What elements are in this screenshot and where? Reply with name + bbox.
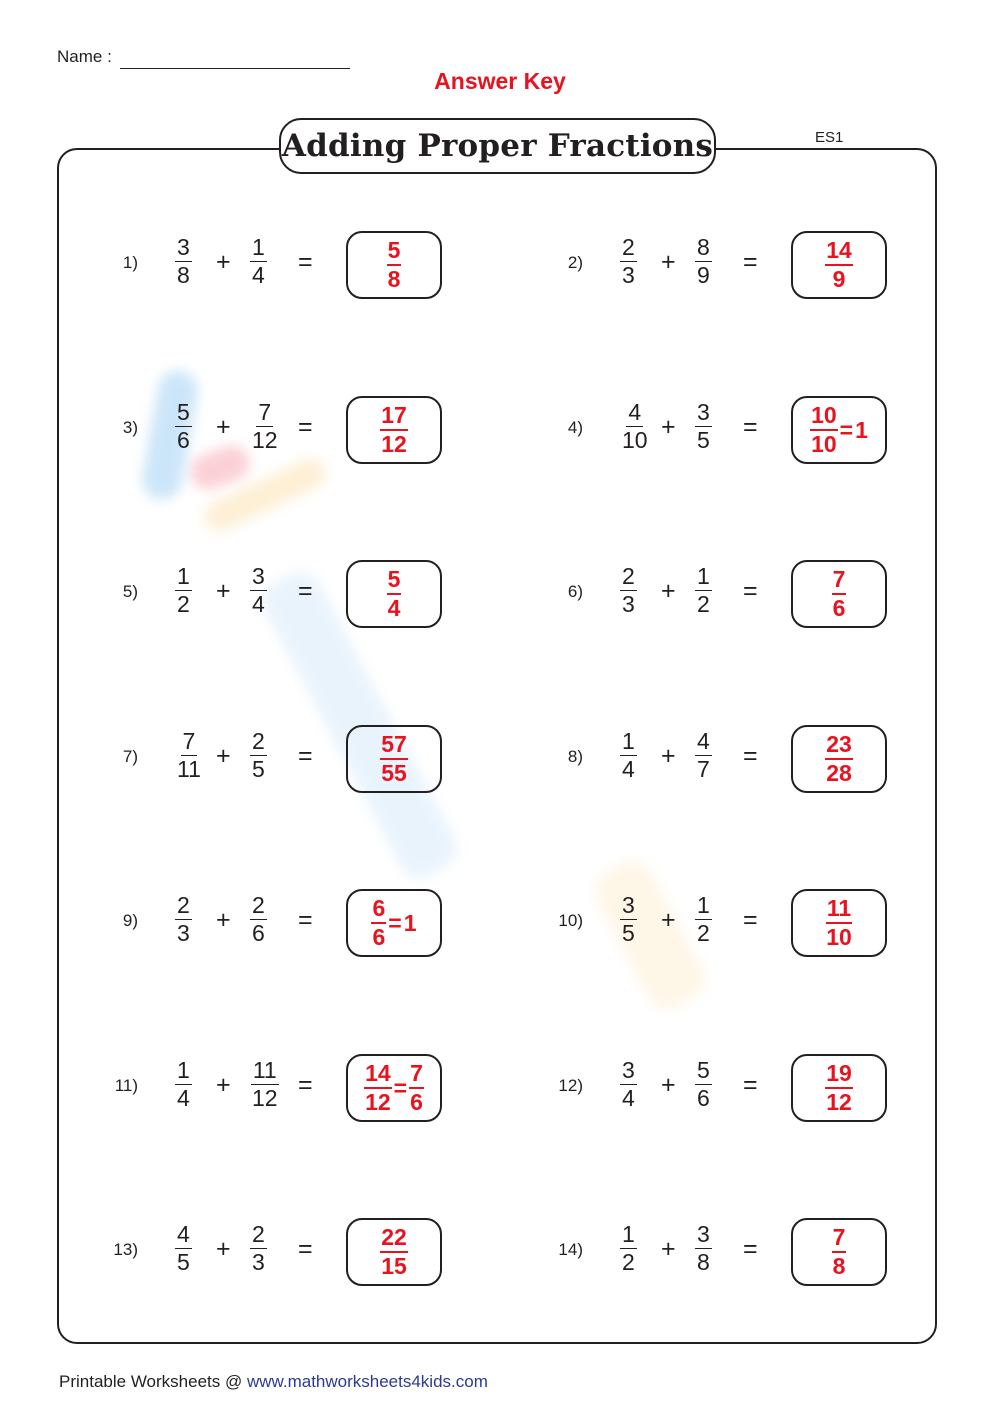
answer-fraction <box>832 566 847 622</box>
addend-b <box>250 234 267 289</box>
problem-number: 5) <box>122 582 138 601</box>
addend-a-denominator: 4 <box>622 1085 635 1111</box>
problem-number: 6) <box>567 582 583 601</box>
answer-numerator: 6 <box>371 895 386 924</box>
answer-denominator: 8 <box>832 1253 846 1279</box>
answer-box[interactable] <box>791 889 887 957</box>
problem-5 <box>98 560 438 630</box>
equals-sign: = <box>298 577 313 605</box>
addend-a-numerator: 1 <box>177 1057 190 1083</box>
answer-numerator: 10 <box>810 402 838 431</box>
equals-sign: = <box>743 248 758 276</box>
answer-box[interactable] <box>346 231 442 299</box>
answer-box[interactable] <box>346 1218 442 1286</box>
answer-numerator: 19 <box>825 1060 853 1089</box>
addend-b-numerator: 2 <box>252 728 265 754</box>
problem-number: 1) <box>122 253 138 272</box>
addend-a <box>175 728 203 783</box>
problem-number: 12) <box>558 1076 583 1095</box>
addend-a <box>620 728 637 783</box>
answer-fraction <box>371 895 386 951</box>
addend-b <box>695 892 712 947</box>
plus-sign: + <box>661 906 676 934</box>
problem-number: 2) <box>567 253 583 272</box>
addend-a <box>620 399 650 454</box>
answer-denominator: 12 <box>381 431 407 457</box>
answer-fraction <box>387 566 402 622</box>
addend-a-denominator: 3 <box>622 591 635 617</box>
addend-a-denominator: 2 <box>177 591 190 617</box>
addend-a-denominator: 4 <box>622 756 635 782</box>
answer-denominator: 12 <box>365 1089 391 1115</box>
addend-a-denominator: 6 <box>177 427 190 453</box>
addend-b-numerator: 2 <box>252 892 265 918</box>
answer-box[interactable] <box>346 889 442 957</box>
answer-simplified: 1 <box>403 909 417 936</box>
answer-simplified-denominator: 6 <box>410 1089 423 1115</box>
addend-b-numerator: 1 <box>697 892 710 918</box>
answer-fraction <box>825 1060 853 1116</box>
equals-sign: = <box>298 906 313 934</box>
equals-sign: = <box>743 577 758 605</box>
problem-14 <box>543 1218 883 1288</box>
addend-b-denominator: 6 <box>252 920 265 946</box>
footer <box>59 1372 488 1392</box>
equals-sign: = <box>743 906 758 934</box>
problem-11 <box>98 1054 438 1124</box>
answer-numerator: 5 <box>387 566 402 595</box>
answer-denominator: 12 <box>826 1089 852 1115</box>
addend-a <box>620 563 637 618</box>
addend-b-numerator: 2 <box>252 1221 265 1247</box>
addend-b-numerator: 3 <box>252 563 265 589</box>
equals-sign: = <box>298 742 313 770</box>
addend-a <box>175 563 192 618</box>
problem-4 <box>543 396 883 466</box>
addend-a <box>620 1057 637 1112</box>
problem-6 <box>543 560 883 630</box>
addend-a-numerator: 4 <box>177 1221 190 1247</box>
addend-a-numerator: 2 <box>622 234 635 260</box>
addend-a <box>175 1221 192 1276</box>
plus-sign: + <box>661 248 676 276</box>
addend-a <box>620 234 637 289</box>
equals-sign: = <box>298 1071 313 1099</box>
addend-a-numerator: 3 <box>622 1057 635 1083</box>
problem-number: 10) <box>558 911 583 930</box>
addend-b <box>250 399 280 454</box>
answer-denominator: 55 <box>381 760 407 786</box>
addend-a-numerator: 1 <box>622 1221 635 1247</box>
answer-key-label: Answer Key <box>434 68 566 94</box>
equals-sign: = <box>743 742 758 770</box>
addend-b-denominator: 6 <box>697 1085 710 1111</box>
addend-b <box>695 1057 712 1112</box>
addend-b <box>695 234 712 289</box>
addend-b <box>695 399 712 454</box>
addend-b-denominator: 8 <box>697 1249 710 1275</box>
answer-box[interactable] <box>791 1054 887 1122</box>
plus-sign: + <box>216 1071 231 1099</box>
addend-b <box>250 563 267 618</box>
answer-numerator: 7 <box>832 566 847 595</box>
addend-b-denominator: 12 <box>252 427 278 453</box>
addend-b-denominator: 5 <box>252 756 265 782</box>
addend-b <box>250 892 267 947</box>
plus-sign: + <box>661 577 676 605</box>
plus-sign: + <box>661 742 676 770</box>
answer-numerator: 5 <box>387 237 402 266</box>
answer-simplified-fraction <box>409 1060 424 1116</box>
plus-sign: + <box>216 1235 231 1263</box>
answer-denominator: 9 <box>832 266 846 292</box>
addend-a-denominator: 5 <box>177 1249 190 1275</box>
answer-equals: = <box>393 1074 408 1101</box>
addend-a <box>175 399 192 454</box>
answer-fraction <box>810 402 838 458</box>
equals-sign: = <box>298 413 313 441</box>
answer-box[interactable] <box>791 725 887 793</box>
answer-numerator: 11 <box>826 895 852 924</box>
answer-equals: = <box>388 909 402 936</box>
plus-sign: + <box>661 1235 676 1263</box>
addend-b-denominator: 4 <box>252 262 265 288</box>
problem-10 <box>543 889 883 959</box>
addend-a-numerator: 3 <box>177 234 190 260</box>
answer-denominator: 10 <box>826 924 852 950</box>
name-label: Name : <box>57 47 112 66</box>
worksheet-title: Adding Proper Fractions <box>279 118 716 174</box>
plus-sign: + <box>216 906 231 934</box>
addend-b <box>250 728 267 783</box>
plus-sign: + <box>216 577 231 605</box>
addend-a-denominator: 4 <box>177 1085 190 1111</box>
answer-denominator: 28 <box>826 760 852 786</box>
addend-b-numerator: 1 <box>252 234 265 260</box>
addend-b <box>695 563 712 618</box>
addend-a <box>620 1221 637 1276</box>
equals-sign: = <box>743 1071 758 1099</box>
addend-a-numerator: 2 <box>177 892 190 918</box>
addend-b-denominator: 4 <box>252 591 265 617</box>
addend-a-numerator: 1 <box>622 728 635 754</box>
answer-box[interactable] <box>346 1054 442 1122</box>
plus-sign: + <box>216 248 231 276</box>
addend-b-numerator: 5 <box>697 1057 710 1083</box>
addend-a-denominator: 3 <box>177 920 190 946</box>
equals-sign: = <box>743 1235 758 1263</box>
problem-1 <box>98 231 438 301</box>
problem-number: 3) <box>122 418 138 437</box>
answer-simplified-numerator: 7 <box>409 1060 424 1089</box>
answer-fraction <box>826 895 852 951</box>
addend-a <box>175 892 192 947</box>
answer-fraction <box>825 237 853 293</box>
answer-denominator: 4 <box>387 595 401 621</box>
addend-b <box>250 1221 267 1276</box>
answer-numerator: 23 <box>825 731 853 760</box>
addend-b-numerator: 1 <box>697 563 710 589</box>
addend-b-numerator: 3 <box>697 1221 710 1247</box>
addend-a-denominator: 10 <box>622 427 648 453</box>
problem-number: 11) <box>114 1076 138 1095</box>
answer-box[interactable] <box>791 560 887 628</box>
addend-a-numerator: 5 <box>177 399 190 425</box>
answer-fraction <box>825 731 853 787</box>
answer-fraction <box>832 1224 847 1280</box>
answer-numerator: 22 <box>380 1224 408 1253</box>
answer-box[interactable] <box>791 231 887 299</box>
addend-b-denominator: 5 <box>697 427 710 453</box>
addend-b-denominator: 2 <box>697 591 710 617</box>
addend-a-numerator: 7 <box>182 728 196 754</box>
answer-box[interactable] <box>346 396 442 464</box>
plus-sign: + <box>661 1071 676 1099</box>
problem-number: 9) <box>122 911 138 930</box>
answer-box[interactable] <box>791 1218 887 1286</box>
sheet-code: ES1 <box>815 129 844 146</box>
problem-12 <box>543 1054 883 1124</box>
answer-denominator: 15 <box>381 1253 407 1279</box>
addend-a-denominator: 11 <box>177 756 201 782</box>
addend-a-numerator: 3 <box>622 892 635 918</box>
problem-number: 14) <box>558 1240 583 1259</box>
addend-b-numerator: 8 <box>697 234 710 260</box>
answer-numerator: 7 <box>832 1224 847 1253</box>
addend-a-denominator: 8 <box>177 262 190 288</box>
answer-denominator: 6 <box>372 924 386 950</box>
addend-a <box>620 892 637 947</box>
addend-b-denominator: 9 <box>697 262 710 288</box>
problem-13 <box>98 1218 438 1288</box>
answer-numerator: 14 <box>364 1060 392 1089</box>
answer-fraction <box>380 1224 408 1280</box>
problem-7 <box>98 725 438 795</box>
answer-fraction <box>380 402 408 458</box>
addend-b-numerator: 7 <box>258 399 272 425</box>
problem-8 <box>543 725 883 795</box>
answer-box[interactable] <box>346 725 442 793</box>
answer-box[interactable] <box>791 396 887 464</box>
addend-b-numerator: 3 <box>697 399 710 425</box>
footer-link[interactable]: www.mathworksheets4kids.com <box>246 1372 488 1391</box>
answer-numerator: 57 <box>380 731 408 760</box>
addend-a <box>175 234 192 289</box>
addend-b <box>250 1057 280 1112</box>
addend-a-numerator: 2 <box>622 563 635 589</box>
addend-a-numerator: 4 <box>628 399 642 425</box>
problem-number: 13) <box>113 1240 138 1259</box>
addend-b <box>695 1221 712 1276</box>
answer-numerator: 14 <box>825 237 853 266</box>
addend-b-denominator: 7 <box>697 756 710 782</box>
equals-sign: = <box>298 1235 313 1263</box>
plus-sign: + <box>661 413 676 441</box>
equals-sign: = <box>298 248 313 276</box>
problem-9 <box>98 889 438 959</box>
answer-denominator: 6 <box>832 595 846 621</box>
addend-a <box>175 1057 192 1112</box>
problem-number: 4) <box>567 418 583 437</box>
footer-prefix: Printable Worksheets @ <box>59 1372 247 1391</box>
answer-numerator: 17 <box>380 402 408 431</box>
problem-2 <box>543 231 883 301</box>
answer-fraction <box>387 237 402 293</box>
answer-denominator: 8 <box>387 266 401 292</box>
plus-sign: + <box>216 413 231 441</box>
answer-fraction <box>364 1060 392 1116</box>
answer-simplified: 1 <box>855 416 868 443</box>
addend-b-denominator: 2 <box>697 920 710 946</box>
addend-b-denominator: 12 <box>252 1085 278 1111</box>
addend-b-numerator: 11 <box>252 1057 277 1083</box>
addend-a-denominator: 3 <box>622 262 635 288</box>
problem-3 <box>98 396 438 466</box>
addend-a-denominator: 5 <box>622 920 635 946</box>
problem-number: 8) <box>567 747 583 766</box>
addend-a-numerator: 1 <box>177 563 190 589</box>
addend-b-denominator: 3 <box>252 1249 265 1275</box>
answer-denominator: 10 <box>811 431 837 457</box>
addend-b-numerator: 4 <box>697 728 710 754</box>
equals-sign: = <box>743 413 758 441</box>
problem-number: 7) <box>122 747 138 766</box>
answer-equals: = <box>839 416 854 443</box>
addend-a-denominator: 2 <box>622 1249 635 1275</box>
addend-b <box>695 728 712 783</box>
answer-fraction <box>380 731 408 787</box>
answer-box[interactable] <box>346 560 442 628</box>
plus-sign: + <box>216 742 231 770</box>
